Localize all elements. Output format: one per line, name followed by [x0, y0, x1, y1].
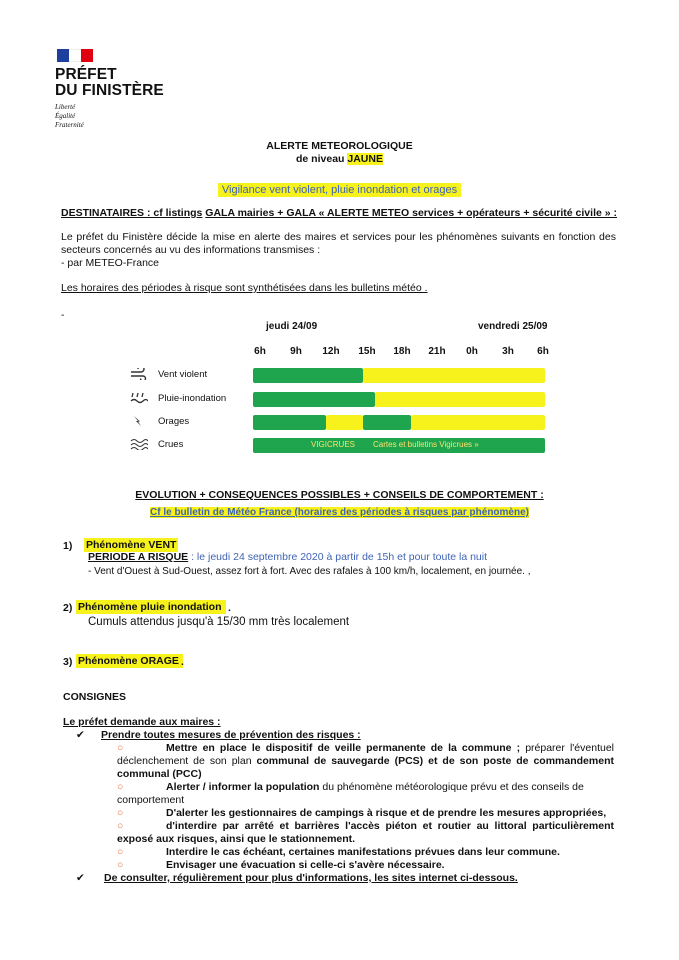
- sub1-rest: préparer l'éventuel déclenchement de son plan: [117, 742, 615, 767]
- timeline-row: [118, 436, 548, 454]
- timeline-hour-label: 6h: [254, 346, 266, 357]
- alert-level-line: [0, 153, 679, 165]
- recipients-line: [61, 207, 617, 220]
- period-label: PERIODE A RISQUE: [88, 551, 189, 563]
- intro-source: - par METEO-France: [61, 257, 160, 269]
- consigne-sub-3: D'alerter les gestionnaires de campings à risque et de prendre les mesures appropriées,: [166, 807, 607, 819]
- prefet-line2: DU FINISTÈRE: [55, 82, 164, 99]
- phenomenon-3-number: 3): [63, 656, 73, 668]
- risk-segment-green: [253, 415, 326, 430]
- intro-schedule-note: Les horaires des périodes à risque sont synthétisées dans les bulletins météo .: [61, 282, 428, 294]
- bullet-icon: ○: [117, 742, 124, 754]
- consignes-title: CONSIGNES: [63, 691, 127, 703]
- check-icon: ✔: [76, 729, 85, 741]
- timeline-hour-label: 15h: [358, 346, 376, 357]
- consigne-sub-2: [117, 781, 614, 807]
- intro-dash: -: [61, 309, 65, 321]
- timeline-row-label: Orages: [158, 416, 190, 427]
- phenomenon-2-title: Phénomène pluie inondation: [76, 600, 226, 614]
- sub2-rest: du phénomène météorologique prévu et des conseils de comportement: [117, 781, 584, 806]
- phenomenon-1-period: [88, 551, 487, 563]
- timeline-row: [118, 390, 548, 408]
- recipients-label: DESTINATAIRES : cf listings: [61, 207, 203, 219]
- bullet-icon: ○: [117, 846, 124, 858]
- waves-icon: [130, 438, 150, 452]
- risk-segment-green: [363, 415, 412, 430]
- timeline-hour-label: 0h: [466, 346, 478, 357]
- intro-paragraph: Le préfet du Finistère décide la mise en alerte des maires et services pour les phénomènes suivants en fonction des secteurs concernés au vu des informations transmises :: [61, 231, 616, 256]
- rain-flood-icon: [130, 392, 150, 406]
- prefet-line1: PRÉFET: [55, 66, 117, 83]
- alert-title: ALERTE METEOROLOGIQUE: [266, 140, 413, 152]
- timeline-row: [118, 413, 548, 431]
- sub2-bold: Alerter / informer la population: [166, 781, 320, 793]
- timeline-day1: jeudi 24/09: [266, 321, 318, 332]
- alert-level-prefix: de niveau: [296, 153, 345, 165]
- consignes-intro: Le préfet demande aux maires :: [63, 716, 221, 728]
- timeline-row-label: Vent violent: [158, 369, 208, 380]
- period-text: : le jeudi 24 septembre 2020 à partir de 15h et pour toute la nuit: [188, 551, 488, 563]
- vigicrues-label: VIGICRUES: [311, 440, 356, 449]
- risk-segment-yellow: [363, 368, 546, 383]
- timeline-hour-label: 3h: [502, 346, 514, 357]
- consigne-sub-1: [117, 742, 614, 781]
- timeline-row: [118, 366, 548, 384]
- consigne-sub-4: d'interdire par arrêté et barrières l'accès piéton et routier au littoral particulièrement exposé aux risques, ainsi que le stationnement.: [117, 820, 614, 845]
- sub1-bold: Mettre en place le dispositif de veille permanente de la commune ;: [166, 742, 521, 754]
- timeline-hour-label: 12h: [322, 346, 340, 357]
- phenomenon-3-dot: .: [181, 656, 184, 668]
- marianne-flag-logo: [57, 49, 93, 62]
- phenomenon-3-title: Phénomène ORAGE: [76, 654, 183, 668]
- vigicrues-link[interactable]: Cartes et bulletins Vigicrues »: [373, 440, 479, 449]
- evolution-subtitle: Cf le bulletin de Météo France (horaires des périodes à risques par phénomène): [150, 507, 529, 518]
- evolution-subtitle-line: [0, 502, 679, 520]
- vigilance-line: [0, 180, 679, 198]
- evolution-title: EVOLUTION + CONSEQUENCES POSSIBLES + CONSEILS DE COMPORTEMENT :: [135, 489, 544, 501]
- alert-level: JAUNE: [347, 153, 383, 165]
- phenomenon-2-dot: .: [228, 602, 231, 614]
- consigne-item-2: De consulter, régulièrement pour plus d'informations, les sites internet ci-dessous.: [104, 872, 518, 884]
- motto-egalite: Égalité: [55, 112, 76, 120]
- wind-icon: [130, 368, 150, 382]
- lightning-icon: [130, 415, 150, 429]
- timeline-row-label: Crues: [158, 439, 184, 450]
- timeline-hour-label: 9h: [290, 346, 302, 357]
- vigilance-text: Vigilance vent violent, pluie inondation et orages: [218, 183, 461, 197]
- consigne-item-1: Prendre toutes mesures de prévention des risques :: [101, 729, 361, 741]
- risk-segment-yellow: [326, 415, 363, 430]
- bullet-icon: ○: [117, 807, 124, 819]
- timeline-row-label: Pluie-inondation: [158, 393, 227, 404]
- consigne-sub-5: Interdire le cas échéant, certaines manifestations prévues dans leur commune.: [166, 846, 560, 858]
- phenomenon-2-number: 2): [63, 602, 73, 614]
- bullet-icon: ○: [117, 820, 124, 832]
- sub1-bold2: communal de sauvegarde (PCS) et de son poste de commandement communal (PCC): [117, 755, 614, 780]
- motto-fraternite: Fraternité: [55, 121, 84, 129]
- phenomenon-1-number: 1): [63, 540, 73, 552]
- phenomenon-1-desc: - Vent d'Ouest à Sud-Ouest, assez fort à fort. Avec des rafales à 100 km/h, localement, en journée. ,: [88, 566, 531, 577]
- timeline-hour-label: 21h: [428, 346, 446, 357]
- timeline-day2: vendredi 25/09: [478, 321, 548, 332]
- risk-segment-green: [253, 392, 375, 407]
- bullet-icon: ○: [117, 781, 124, 793]
- recipients-text: GALA mairies + GALA « ALERTE METEO services + opérateurs + sécurité civile » :: [205, 207, 617, 219]
- phenomenon-1-title: Phénomène VENT: [86, 539, 177, 551]
- consigne-sub-6: Envisager une évacuation si celle-ci s'avère nécessaire.: [166, 859, 445, 871]
- risk-segment-yellow: [375, 392, 545, 407]
- timeline-hour-label: 18h: [393, 346, 411, 357]
- phenomenon-2-desc: Cumuls attendus jusqu'à 15/30 mm très localement: [88, 616, 350, 628]
- risk-segment-yellow: [411, 415, 545, 430]
- motto-liberte: Liberté: [55, 103, 76, 111]
- risk-segment-green: [253, 368, 363, 383]
- bullet-icon: ○: [117, 859, 124, 871]
- check-icon: ✔: [76, 872, 85, 884]
- timeline-hour-label: 6h: [537, 346, 549, 357]
